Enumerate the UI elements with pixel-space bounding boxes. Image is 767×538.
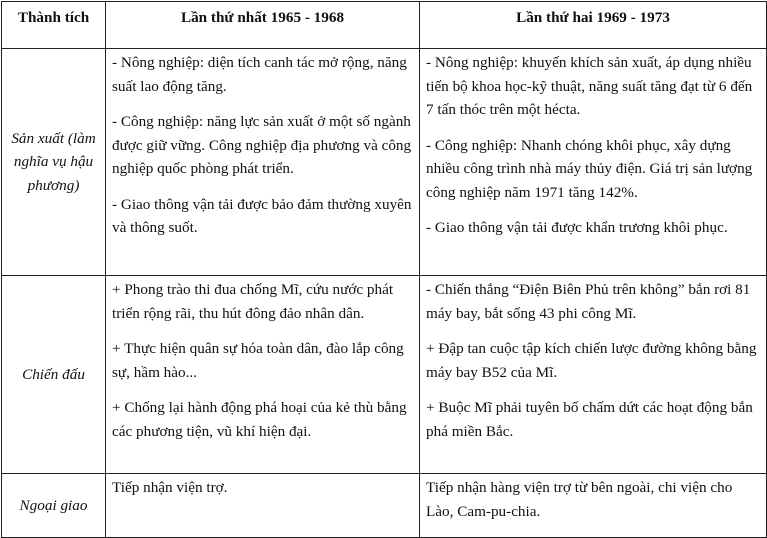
cell-production-first bbox=[106, 49, 420, 276]
cell-paragraph: + Đập tan cuộc tập kích chiến lược đường không bằng máy bay B52 của Mĩ. bbox=[426, 340, 757, 381]
cell-paragraph: - Giao thông vận tải được khẩn trương khôi phục. bbox=[426, 219, 728, 236]
cell-production-second bbox=[420, 49, 767, 276]
cell-diplomacy-first bbox=[106, 474, 420, 538]
cell-paragraph: Tiếp nhận hàng viện trợ từ bên ngoài, chi viện cho Lào, Cam-pu-chia. bbox=[426, 479, 733, 520]
cell-paragraph: + Thực hiện quân sự hóa toàn dân, đào lắp công sự, hầm hào... bbox=[112, 340, 404, 381]
cell-paragraph: + Chống lại hành động phá hoại của kẻ thù bằng các phương tiện, vũ khí hiện đại. bbox=[112, 399, 407, 440]
header-row bbox=[2, 2, 767, 49]
cell-paragraph: - Công nghiệp: Nhanh chóng khôi phục, xây dựng nhiều công trình nhà máy thủy điện. Giá trị sản lượng công nghiệp năm 1971 tăng 142%. bbox=[426, 136, 753, 201]
cell-paragraph: - Nông nghiệp: khuyến khích sản xuất, áp dụng nhiều tiến bộ khoa học-kỹ thuật, năng suất tăng đạt từ 6 đến 7 tấn thóc trên một hécta. bbox=[426, 54, 753, 118]
cell-diplomacy-second bbox=[420, 474, 767, 538]
cell-paragraph: + Phong trào thi đua chống Mĩ, cứu nước phát triển rộng rãi, thu hút đông đảo nhân dân. bbox=[112, 281, 394, 322]
cell-paragraph: + Buộc Mĩ phải tuyên bố chấm dứt các hoạt động bắn phá miền Bắc. bbox=[426, 399, 753, 440]
cell-combat-second bbox=[420, 276, 767, 474]
row-label-diplomacy: Ngoại giao bbox=[2, 474, 106, 538]
cell-paragraph: - Chiến thắng “Điện Biên Phủ trên không” bắn rơi 81 máy bay, bắt sống 43 phi công Mĩ. bbox=[426, 281, 751, 322]
cell-paragraph: Tiếp nhận viện trợ. bbox=[112, 479, 228, 496]
cell-combat-first bbox=[106, 276, 420, 474]
header-first-period: Lần thứ nhất 1965 - 1968 bbox=[106, 2, 420, 49]
cell-paragraph: - Giao thông vận tải được bảo đảm thường xuyên và thông suốt. bbox=[112, 195, 412, 236]
table-row-production bbox=[2, 49, 767, 276]
header-second-period: Lần thứ hai 1969 - 1973 bbox=[420, 2, 767, 49]
header-achievement: Thành tích bbox=[2, 2, 106, 49]
row-label-production: Sản xuất (làm nghĩa vụ hậu phương) bbox=[2, 49, 106, 276]
cell-paragraph: - Nông nghiệp: diện tích canh tác mở rộng, năng suất lao động tăng. bbox=[112, 54, 407, 95]
table-row-combat bbox=[2, 276, 767, 474]
achievements-table bbox=[1, 1, 767, 538]
table-row-diplomacy bbox=[2, 474, 767, 538]
cell-paragraph: - Công nghiệp: năng lực sản xuất ở một số ngành được giữ vững. Công nghiệp địa phương và công nghiệp quốc phòng phát triển. bbox=[112, 113, 412, 177]
row-label-combat: Chiến đấu bbox=[2, 276, 106, 474]
